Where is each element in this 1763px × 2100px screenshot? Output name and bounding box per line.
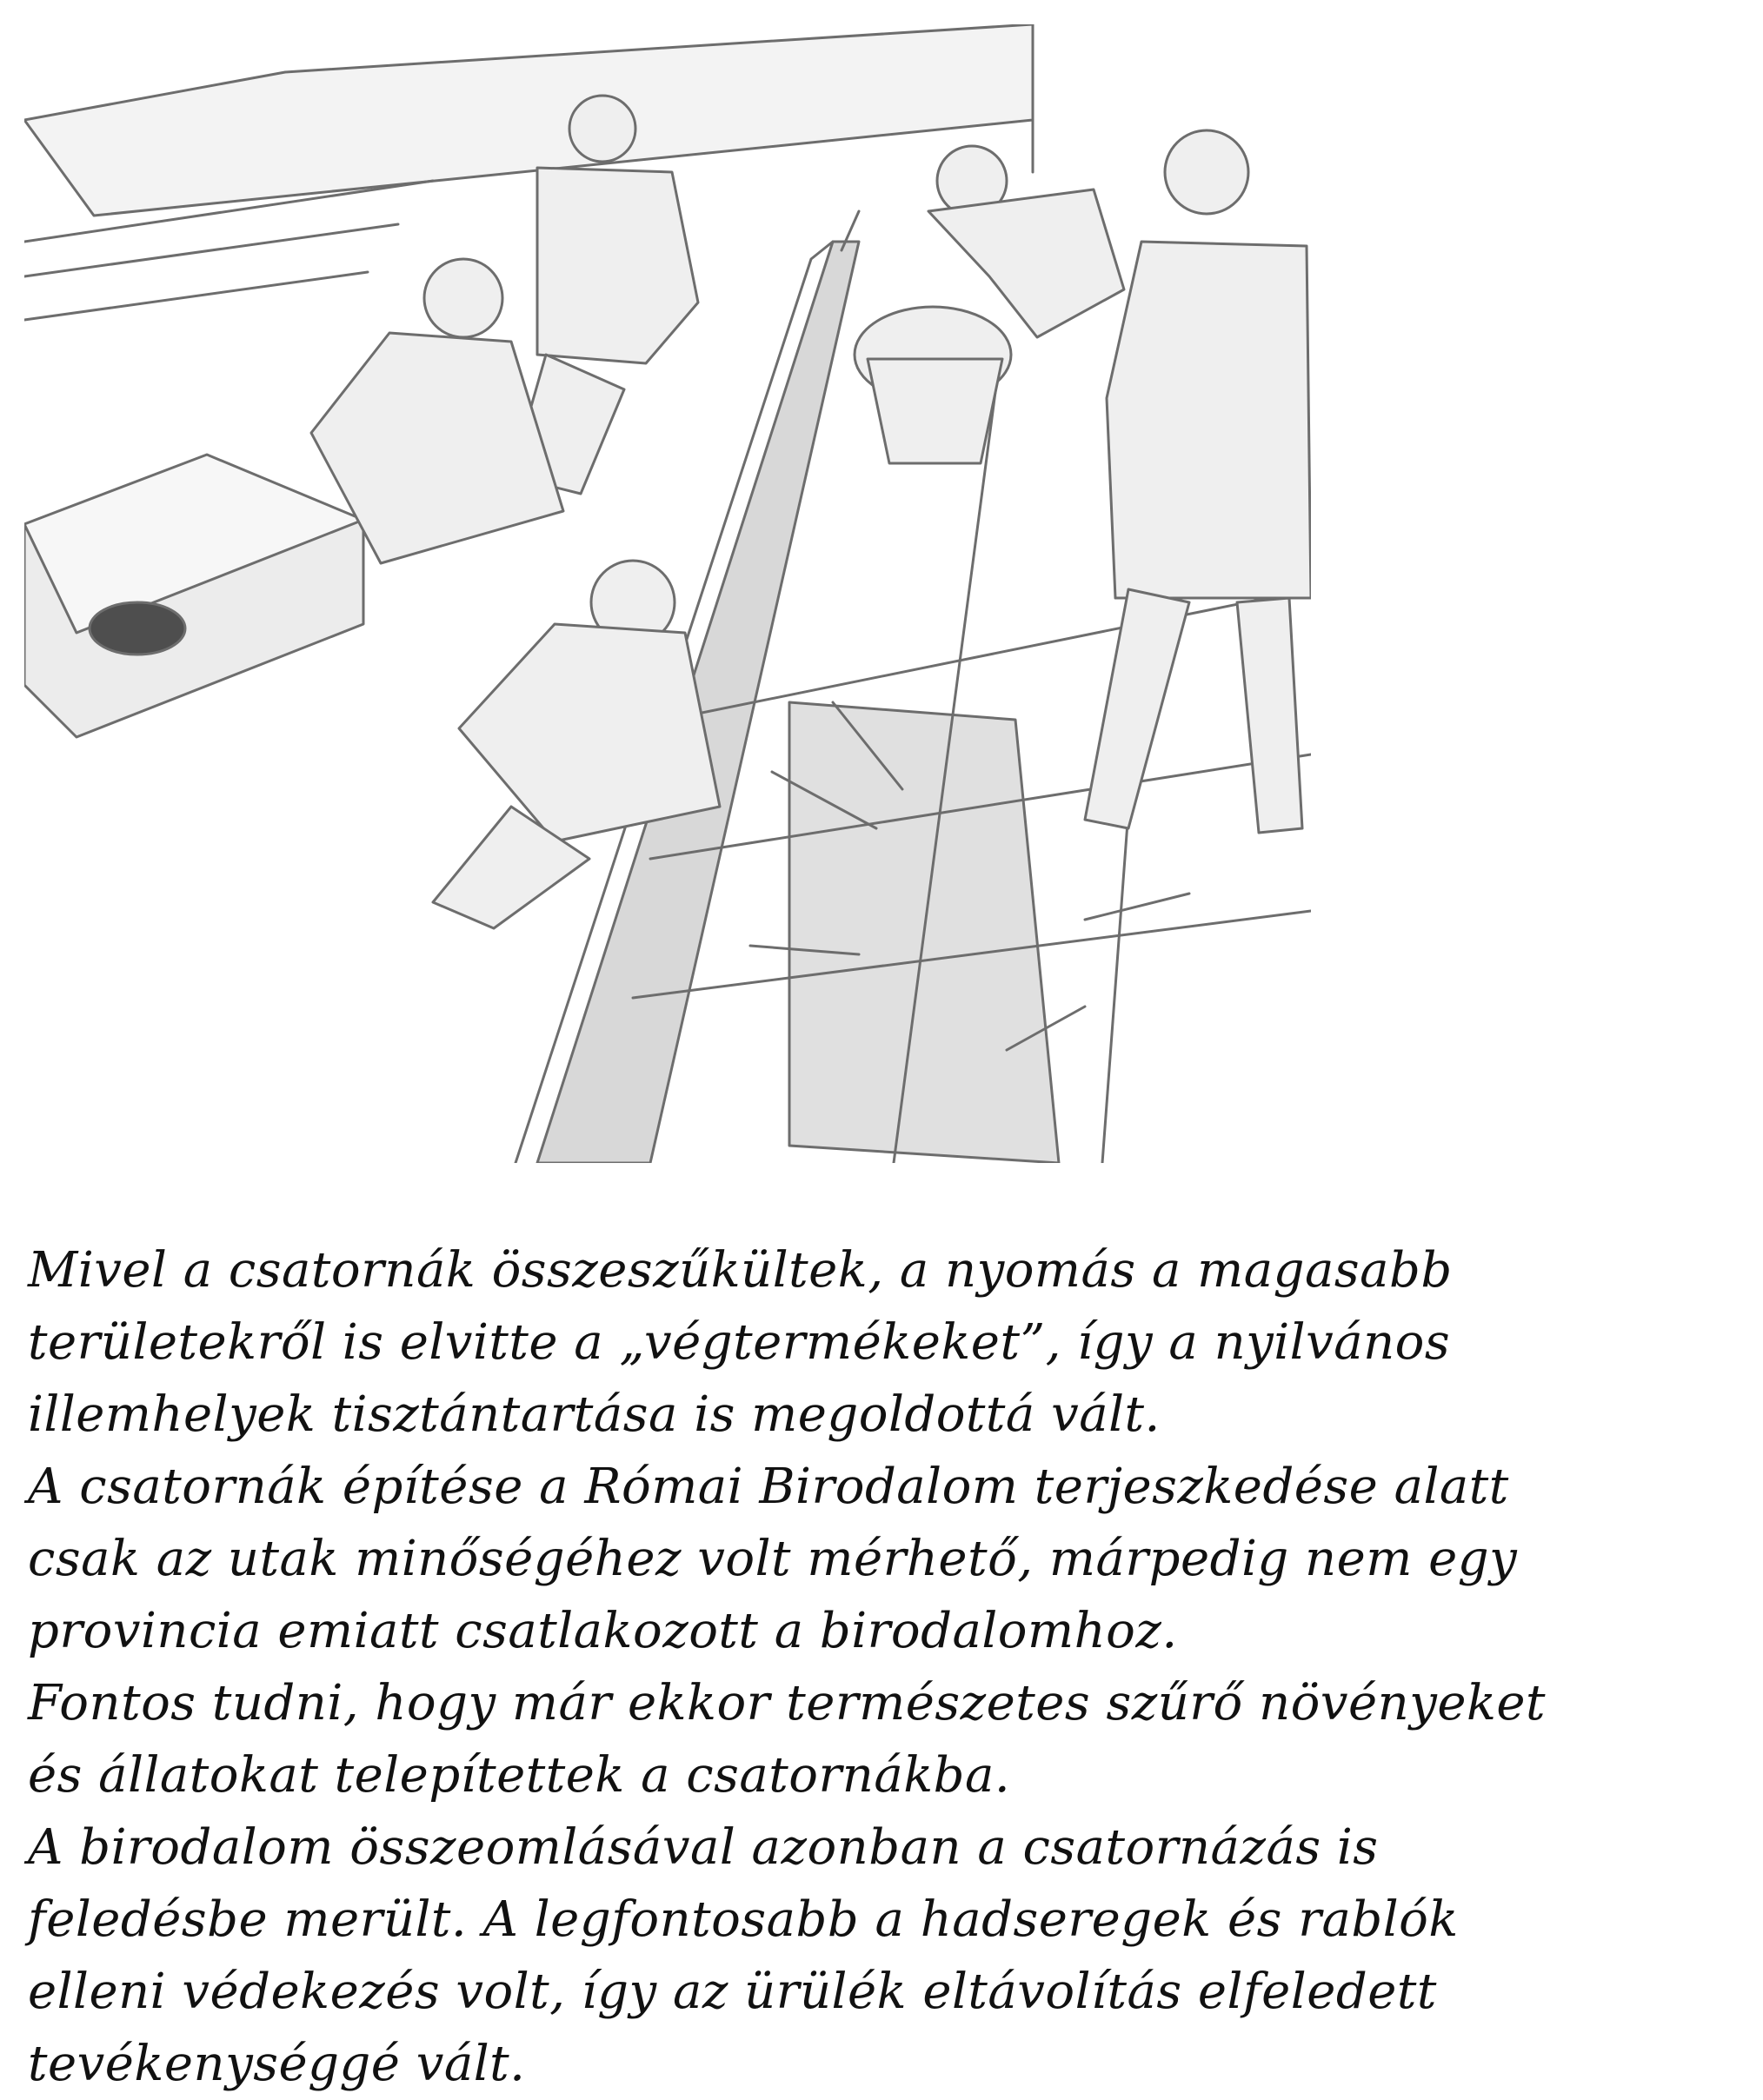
body-text (28, 1234, 1732, 2100)
text-line-7: Fontos tudni, hogy már ekkor természetes szűrő növényeket (28, 1675, 1547, 1731)
text-line-12: tevékenységgé vált. (28, 2036, 526, 2092)
text-line-9: A birodalom összeomlásával azonban a csatornázás is (28, 1819, 1379, 1876)
text-line-3: illemhelyek tisztántartása is megoldottá vált. (28, 1386, 1161, 1443)
text-line-10: feledésbe merült. A legfontosabb a hadseregek és rablók (28, 1891, 1459, 1948)
text-line-1: Mivel a csatornák összeszűkültek, a nyomás a magasabb (28, 1242, 1453, 1299)
text-line-4: A csatornák építése a Római Birodalom terjeszkedése alatt (28, 1459, 1509, 1515)
text-line-5: csak az utak minőségéhez volt mérhető, márpedig nem egy (28, 1531, 1518, 1587)
text-line-11: elleni védekezés volt, így az ürülék eltávolítás elfeledett (28, 1964, 1437, 2020)
text-line-2: területekről is elvitte a „végtermékeket”, így a nyilvános (28, 1314, 1451, 1371)
text-line-8: és állatokat telepítettek a csatornákba. (28, 1747, 1011, 1804)
roman-latrine-illustration (24, 24, 1311, 1163)
text-line-6: provincia emiatt csatlakozott a birodalomhoz. (28, 1603, 1178, 1659)
